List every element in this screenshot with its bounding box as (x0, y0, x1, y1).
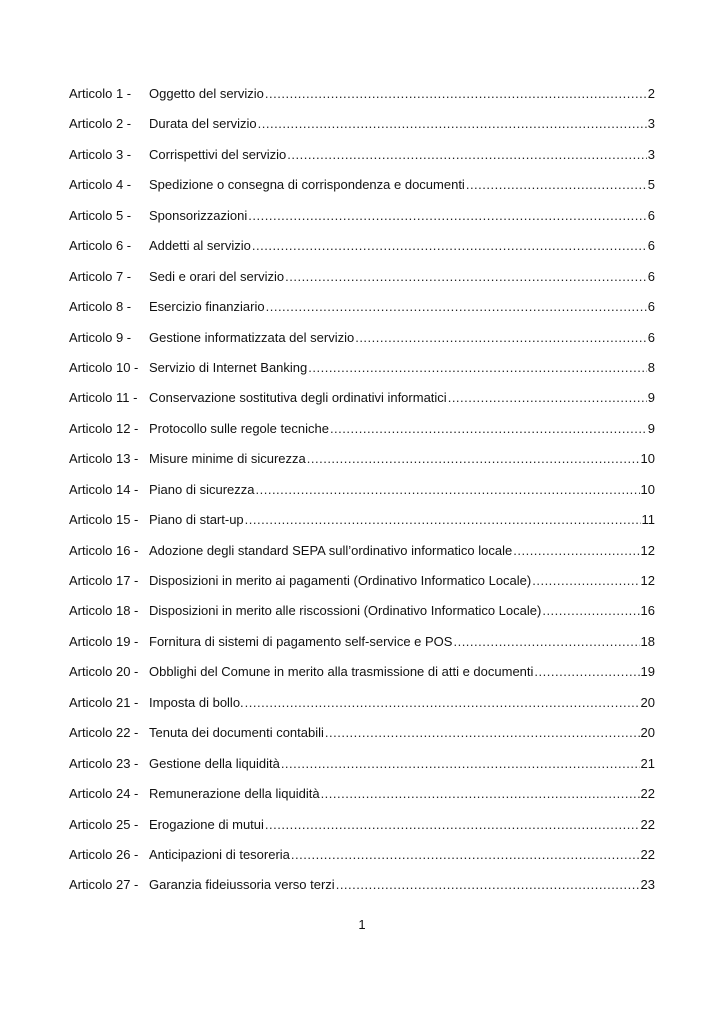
toc-article-label: Articolo 26 - (69, 846, 139, 862)
toc-dot-leader (245, 510, 641, 530)
toc-article-title: Disposizioni in merito alle riscossioni (Ordinativo Informatico Locale) (149, 603, 542, 619)
toc-article-label: Articolo 25 - (69, 816, 139, 832)
toc-page-number: 12 (640, 542, 655, 558)
toc-dot-leader (252, 236, 647, 256)
toc-dot-leader (336, 875, 640, 895)
toc-entry[interactable] (69, 297, 655, 327)
toc-article-title: Fornitura di sistemi di pagamento self-service e POS (149, 633, 453, 649)
toc-entry[interactable] (69, 328, 655, 358)
toc-article-label: Articolo 3 - (69, 146, 132, 162)
toc-article-label: Articolo 4 - (69, 177, 132, 193)
toc-entry[interactable] (69, 510, 655, 540)
toc-page-number: 6 (647, 207, 655, 223)
toc-dot-leader (355, 328, 647, 348)
toc-dot-leader (248, 206, 646, 226)
toc-entry[interactable] (69, 601, 655, 631)
toc-article-title: Garanzia fideiussoria verso terzi (149, 877, 335, 893)
toc-article-label: Articolo 17 - (69, 573, 139, 588)
toc-article-title: Anticipazioni di tesoreria (149, 846, 290, 862)
toc-dot-leader (307, 449, 640, 469)
toc-dot-leader (534, 662, 639, 682)
toc-article-title: Sedi e orari del servizio (149, 268, 285, 284)
toc-article-title: Addetti al servizio (149, 238, 251, 254)
toc-entry[interactable] (69, 662, 655, 692)
toc-dot-leader (321, 784, 640, 804)
toc-page-number: 21 (640, 755, 655, 771)
toc-article-title: Adozione degli standard SEPA sull’ordinativo informatico locale (149, 542, 513, 558)
toc-dot-leader (466, 175, 647, 195)
toc-article-label: Articolo 23 - (69, 755, 139, 771)
toc-article-title: Erogazione di mutui (149, 816, 264, 832)
toc-article-label: Articolo 8 - (69, 299, 132, 315)
toc-page-number: 19 (640, 664, 655, 680)
toc-entry[interactable] (69, 541, 655, 571)
toc-dot-leader (325, 723, 640, 743)
toc-article-label: Articolo 2 - (69, 116, 132, 132)
toc-page-number: 11 (641, 512, 655, 528)
toc-article-label: Articolo 9 - (69, 329, 132, 345)
toc-article-label: Articolo 21 - (69, 694, 139, 710)
toc-article-label: Articolo 12 - (69, 420, 139, 436)
toc-article-title: Remunerazione della liquidità (149, 786, 320, 802)
toc-article-label: Articolo 1 - (69, 86, 132, 101)
toc-article-title: Servizio di Internet Banking (149, 359, 308, 375)
toc-article-title: Durata del servizio (149, 116, 257, 132)
toc-dot-leader (245, 693, 640, 713)
toc-dot-leader (448, 388, 647, 408)
toc-page-number: 18 (640, 633, 655, 649)
toc-article-title: Misure minime di sicurezza (149, 451, 306, 467)
toc-article-label: Articolo 19 - (69, 633, 139, 649)
toc-page-number: 9 (647, 390, 655, 406)
toc-page-number: 3 (647, 116, 655, 132)
toc-page-number: 22 (640, 816, 655, 832)
toc-article-label: Articolo 11 - (69, 390, 138, 406)
toc-dot-leader (330, 419, 647, 439)
toc-dot-leader (281, 754, 640, 774)
toc-article-label: Articolo 22 - (69, 725, 139, 741)
toc-entry[interactable] (69, 206, 655, 236)
toc-page-number: 10 (640, 481, 655, 497)
toc-entry[interactable] (69, 723, 655, 753)
page-number: 1 (358, 917, 366, 932)
toc-article-title: Obblighi del Comune in merito alla trasmissione di atti e documenti (149, 664, 534, 680)
toc-page-number: 6 (647, 299, 655, 315)
toc-entry[interactable] (69, 480, 655, 510)
toc-dot-leader (258, 114, 647, 134)
toc-article-title: Oggetto del servizio (149, 86, 264, 101)
toc-page-number: 6 (647, 268, 655, 284)
toc-entry[interactable] (69, 84, 655, 114)
toc-article-title: Disposizioni in merito ai pagamenti (Ordinativo Informatico Locale) (149, 573, 532, 588)
toc-article-label: Articolo 13 - (69, 451, 139, 467)
toc-dot-leader (285, 267, 647, 287)
toc-entry[interactable] (69, 693, 655, 723)
toc-entry[interactable] (69, 267, 655, 297)
toc-entry[interactable] (69, 875, 655, 905)
toc-entry[interactable] (69, 784, 655, 814)
toc-article-title: Corrispettivi del servizio (149, 146, 287, 162)
toc-page-number: 8 (647, 359, 655, 375)
toc-entry[interactable] (69, 571, 655, 601)
toc-article-title: Esercizio finanziario (149, 299, 265, 315)
toc-dot-leader (291, 845, 640, 865)
toc-page-number: 6 (647, 238, 655, 254)
toc-entry[interactable] (69, 388, 655, 418)
toc-article-title: Gestione della liquidità (149, 755, 280, 771)
toc-page-number: 23 (640, 877, 655, 893)
toc-page-number: 2 (647, 86, 655, 101)
toc-page-number: 6 (647, 329, 655, 345)
toc-article-label: Articolo 27 - (69, 877, 139, 893)
toc-entry[interactable] (69, 145, 655, 175)
toc-entry[interactable] (69, 845, 655, 875)
toc-dot-leader (532, 571, 639, 591)
toc-article-label: Articolo 7 - (69, 268, 132, 284)
toc-dot-leader (256, 480, 640, 500)
toc-article-title: Sponsorizzazioni (149, 207, 248, 223)
toc-article-label: Articolo 24 - (69, 786, 139, 802)
toc-dot-leader (308, 358, 647, 378)
toc-article-label: Articolo 10 - (69, 359, 139, 375)
toc-dot-leader (265, 815, 640, 835)
toc-dot-leader (542, 601, 639, 621)
toc-article-label: Articolo 5 - (69, 207, 132, 223)
toc-entry[interactable] (69, 236, 655, 266)
toc-article-label: Articolo 20 - (69, 664, 139, 680)
toc-page-number: 3 (647, 146, 655, 162)
table-of-contents (69, 84, 655, 906)
toc-entry[interactable] (69, 449, 655, 479)
toc-dot-leader (453, 632, 639, 652)
toc-article-label: Articolo 14 - (69, 481, 139, 497)
toc-article-title: Tenuta dei documenti contabili (149, 725, 324, 741)
toc-dot-leader (266, 297, 647, 317)
toc-entry[interactable] (69, 358, 655, 388)
toc-entry[interactable] (69, 815, 655, 845)
toc-entry[interactable] (69, 114, 655, 144)
toc-page-number: 22 (640, 846, 655, 862)
toc-article-title: Piano di sicurezza (149, 481, 255, 497)
toc-article-title: Conservazione sostitutiva degli ordinativi informatici (149, 390, 447, 406)
toc-dot-leader (265, 84, 647, 104)
toc-article-label: Articolo 16 - (69, 542, 139, 558)
toc-page-number: 16 (640, 603, 655, 619)
toc-page-number: 20 (640, 694, 655, 710)
toc-article-title: Piano di start-up (149, 512, 244, 528)
toc-entry[interactable] (69, 632, 655, 662)
toc-article-label: Articolo 6 - (69, 238, 132, 254)
toc-article-label: Articolo 18 - (69, 603, 139, 619)
toc-entry[interactable] (69, 175, 655, 205)
toc-dot-leader (513, 541, 639, 561)
toc-article-title: Gestione informatizzata del servizio (149, 329, 355, 345)
toc-page-number: 5 (647, 177, 655, 193)
toc-page-number: 10 (640, 451, 655, 467)
toc-page-number: 12 (640, 573, 655, 588)
toc-entry[interactable] (69, 754, 655, 784)
toc-page-number: 9 (647, 420, 655, 436)
toc-page-number: 20 (640, 725, 655, 741)
toc-entry[interactable] (69, 419, 655, 449)
toc-article-label: Articolo 15 - (69, 512, 139, 528)
toc-page-number: 22 (640, 786, 655, 802)
toc-article-title: Spedizione o consegna di corrispondenza e documenti (149, 177, 465, 193)
toc-article-title: Protocollo sulle regole tecniche (149, 420, 329, 436)
toc-dot-leader (287, 145, 647, 165)
toc-article-title: Imposta di bollo. (149, 694, 244, 710)
